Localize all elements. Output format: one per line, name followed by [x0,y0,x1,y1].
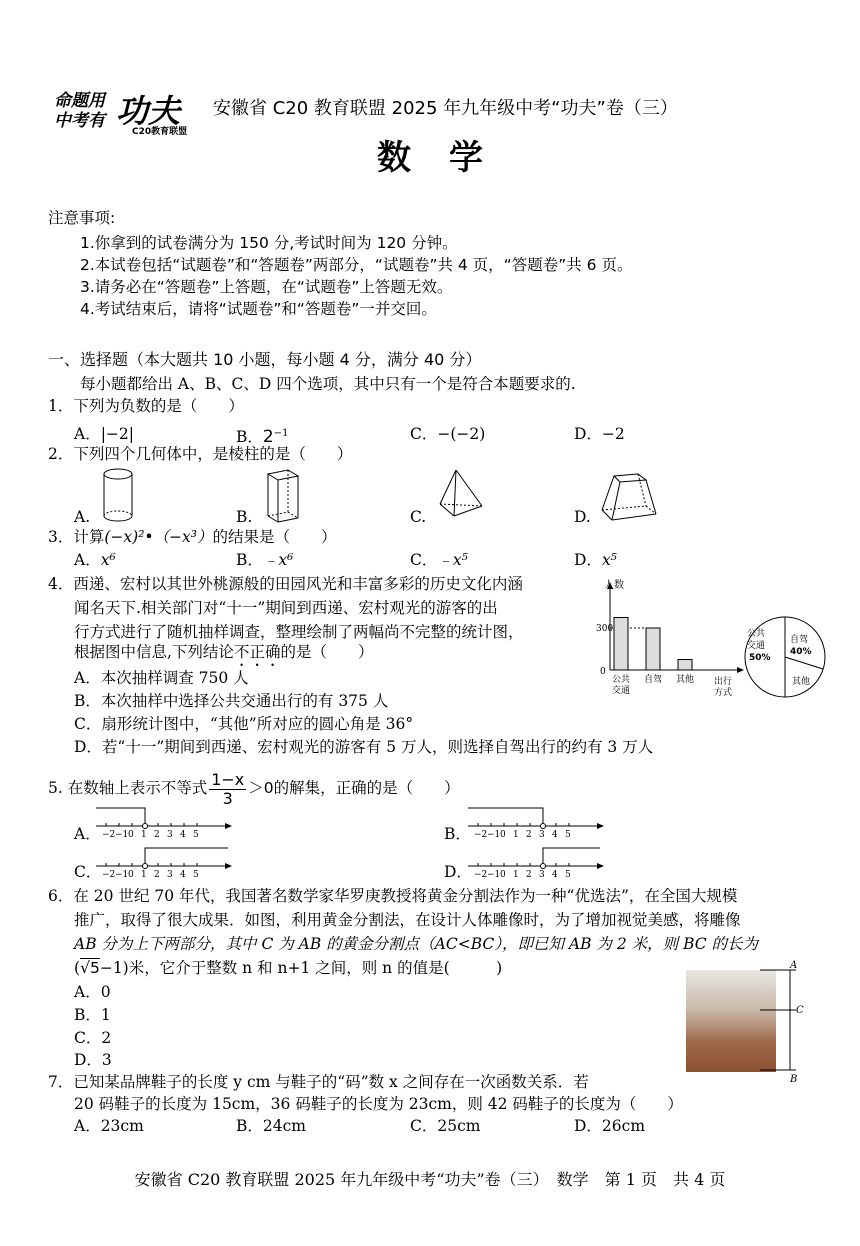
pie-label-self: 自驾 [790,635,809,645]
q2-option-a: A. [74,508,91,526]
number-line-tick: 3 [167,830,173,840]
number-line-tick: 4 [180,870,186,880]
q4-option-b: B．本次抽样中选择公共交通出行的有 375 人 [74,692,389,710]
number-line-tick: 5 [193,830,199,840]
pie-chart [740,612,830,702]
q6-line: 推广，取得了很大成果．如图，利用黄金分割法，在设计人体雕像时，为了增加视觉美感，将雕像 [74,911,741,929]
q2-stem: 2．下列四个几何体中，是棱柱的是（ ） [48,445,353,463]
number-line-tick: −2 [474,870,488,880]
q7-option-d: D．26cm [574,1117,646,1135]
q6-line: (√5−1)米，它介于整数 n 和 n+1 之间，则 n 的值是( ) [74,959,503,977]
q5-stem: 5. 在数轴上表示不等式 $\frac{1-x}{3}$ ＞0的解集，正确的是（ ） [48,769,460,808]
number-line-tick: 2 [154,870,160,880]
q7-line: 20 码鞋子的长度为 15cm，36 码鞋子的长度为 23cm，则 42 码鞋子的长度为（ ） [74,1095,683,1113]
q6-line: 6．在 20 世纪 70 年代，我国著名数学家华罗庚教授将黄金分割法作为一种“优选法”，在全国大规模 [48,887,738,905]
q4-option-c: C．扇形统计图中，“其他”所对应的圆心角是 36° [74,715,414,733]
q7-option-a: A．23cm [74,1117,144,1135]
prism-figure [262,466,304,526]
q4-line: 根据图中信息,下列结论不正确的是（ ） [74,643,374,661]
bar [646,628,660,670]
number-line-tick: 2 [154,830,160,840]
notice-title: 注意事项: [48,209,116,227]
q5-option-a: A． [74,825,101,843]
number-line-tick: 3 [539,870,545,880]
bar-ylabel: 人数 [604,580,624,591]
q6-option-d: D．3 [74,1051,112,1069]
q1-option-d: D．−2 [574,425,625,443]
exam-title: 安徽省 C20 教育联盟 2025 年九年级中考“功夫”卷（三） [213,98,678,119]
notice-item: 3.请务必在“答题卷”上答题，在“试题卷”上答题无效。 [80,278,453,296]
number-line-d [468,842,608,882]
logo-text-2: 中考有 [54,111,105,131]
notice-item: 1.你拿到的试卷满分为 150 分,考试时间为 120 分钟。 [80,234,458,252]
number-line-b [468,802,608,842]
q5-option-b: B． [444,825,471,843]
pie-label-public-2: 交通 [747,641,766,651]
q1-option-b: B．$2^{-1}$ [236,427,289,448]
pie-pct-self: 40% [790,647,812,657]
number-line-tick: 5 [193,870,199,880]
q1-option-a: A．|−2| [74,425,134,443]
q2-option-b: B. [236,508,253,526]
point-b-label: B [790,1074,798,1085]
q1-stem: 1．下列为负数的是（ ） [48,397,244,415]
q4-line: 闻名天下.相关部门对“十一”期间到西递、宏村观光的游客的出 [74,599,498,617]
logo-brand: C20教育联盟 [132,127,188,136]
statue-measure-lines [760,960,806,1086]
q6-option-a: A．0 [74,983,111,1001]
number-line-tick: 1 [141,870,147,880]
q6-option-b: B．1 [74,1006,111,1024]
frustum-figure [598,470,660,524]
bar-category-label: 公共 [612,675,631,685]
number-line-a [96,802,236,842]
number-line-tick: 3 [539,830,545,840]
number-line-tick: 4 [180,830,186,840]
pyramid-figure [436,466,486,522]
q3-option-a: A．x⁶ [74,551,116,569]
number-line-tick: 0 [500,870,506,880]
number-line-tick: 5 [565,870,571,880]
q7-option-c: C．25cm [410,1117,481,1135]
bar-chart [588,578,748,700]
number-line-tick: 0 [128,870,134,880]
q4-line: 4．西递、宏村以其世外桃源般的田园风光和丰富多彩的历史文化内涵 [48,575,523,593]
number-line-c [96,842,236,882]
q4-option-d: D．若“十一”期间到西递、宏村观光的游客有 5 万人，则选择自驾出行的约有 3 万人 [74,738,654,756]
point-a-label: A [790,960,798,971]
q3-option-d: D．x⁵ [574,551,617,569]
bar-category-label: 其他 [676,675,695,685]
number-line-tick: 1 [513,830,519,840]
number-line-tick: 1 [141,830,147,840]
number-line-tick: −2 [102,830,116,840]
point-c-label: C [796,1005,804,1016]
number-line-tick: −1 [487,870,501,880]
q6-option-c: C．2 [74,1029,112,1047]
number-line-tick: 4 [552,830,558,840]
q7-line: 7．已知某品牌鞋子的长度 y cm 与鞋子的“码”数 x 之间存在一次函数关系．若 [48,1073,589,1091]
bar-category-label: 自驾 [644,675,663,685]
q5-option-d: D． [444,863,472,881]
bar-xlabel-1: 出行 [714,677,733,687]
q6-line: AB 分为上下两部分，其中 C 为 AB 的黄金分割点（AC<BC），即已知 AB 为 2 米，则 BC 的长为 [74,935,759,953]
q5-option-c: C． [74,863,102,881]
number-line-tick: −2 [474,830,488,840]
q1-option-c: C．−(−2) [410,425,486,443]
section-title: 一、选择题（本大题共 10 小题，每小题 4 分，满分 40 分） [48,350,482,369]
number-line-tick: 5 [565,830,571,840]
subject-title: 数学 [377,138,521,178]
pie-label-other: 其他 [792,677,811,687]
page-footer: 安徽省 C20 教育联盟 2025 年九年级中考“功夫”卷（三） 数学 第 1 页 共 4 页 [134,1170,726,1189]
bar [678,660,692,671]
bar-ytick: 300 [596,624,614,634]
q4-line: 行方式进行了随机抽样调查，整理绘制了两幅尚不完整的统计图， [74,623,524,641]
bar-xlabel-2: 方式 [714,688,733,698]
notice-item: 2.本试卷包括“试题卷”和“答题卷”两部分，“试题卷”共 4 页，“答题卷”共 6 页。 [80,256,633,274]
q2-option-c: C. [410,508,427,526]
number-line-tick: 1 [513,870,519,880]
number-line-tick: −1 [487,830,501,840]
number-line-tick: 2 [526,830,532,840]
number-line-tick: 2 [526,870,532,880]
number-line-tick: −1 [115,830,129,840]
number-line-tick: 0 [500,830,506,840]
pie-pct-public: 50% [749,653,771,663]
notice-item: 4.考试结束后，请将“试题卷”和“答题卷”一并交回。 [80,300,437,318]
bar [614,618,628,671]
q5-fraction: $\frac{1-x}{3}$ [211,769,245,808]
bar-origin: 0 [600,667,606,677]
bar-category-label: 交通 [612,686,631,696]
pie-label-public-1: 公共 [747,629,766,639]
exam-logo [52,86,200,136]
logo-brush-text: 功夫 [116,92,181,130]
number-line-tick: 0 [128,830,134,840]
number-line-tick: 3 [167,870,173,880]
number-line-tick: −1 [115,870,129,880]
section-intro: 每小题都给出 A、B、C、D 四个选项，其中只有一个是符合本题要求的. [80,375,576,393]
q2-option-d: D. [574,508,591,526]
cylinder-figure [100,466,136,526]
logo-text-1: 命题用 [54,91,105,111]
q3-option-c: C．﹣x⁵ [410,551,468,569]
number-line-tick: −2 [102,870,116,880]
q7-option-b: B．24cm [236,1117,306,1135]
number-line-tick: 4 [552,870,558,880]
q3-option-b: B．﹣x⁶ [236,551,294,569]
q3-stem: 3．计算(−x)²•（−x³）的结果是（ ） [48,528,337,546]
q4-option-a: A．本次抽样调查 750 人 [74,669,249,687]
